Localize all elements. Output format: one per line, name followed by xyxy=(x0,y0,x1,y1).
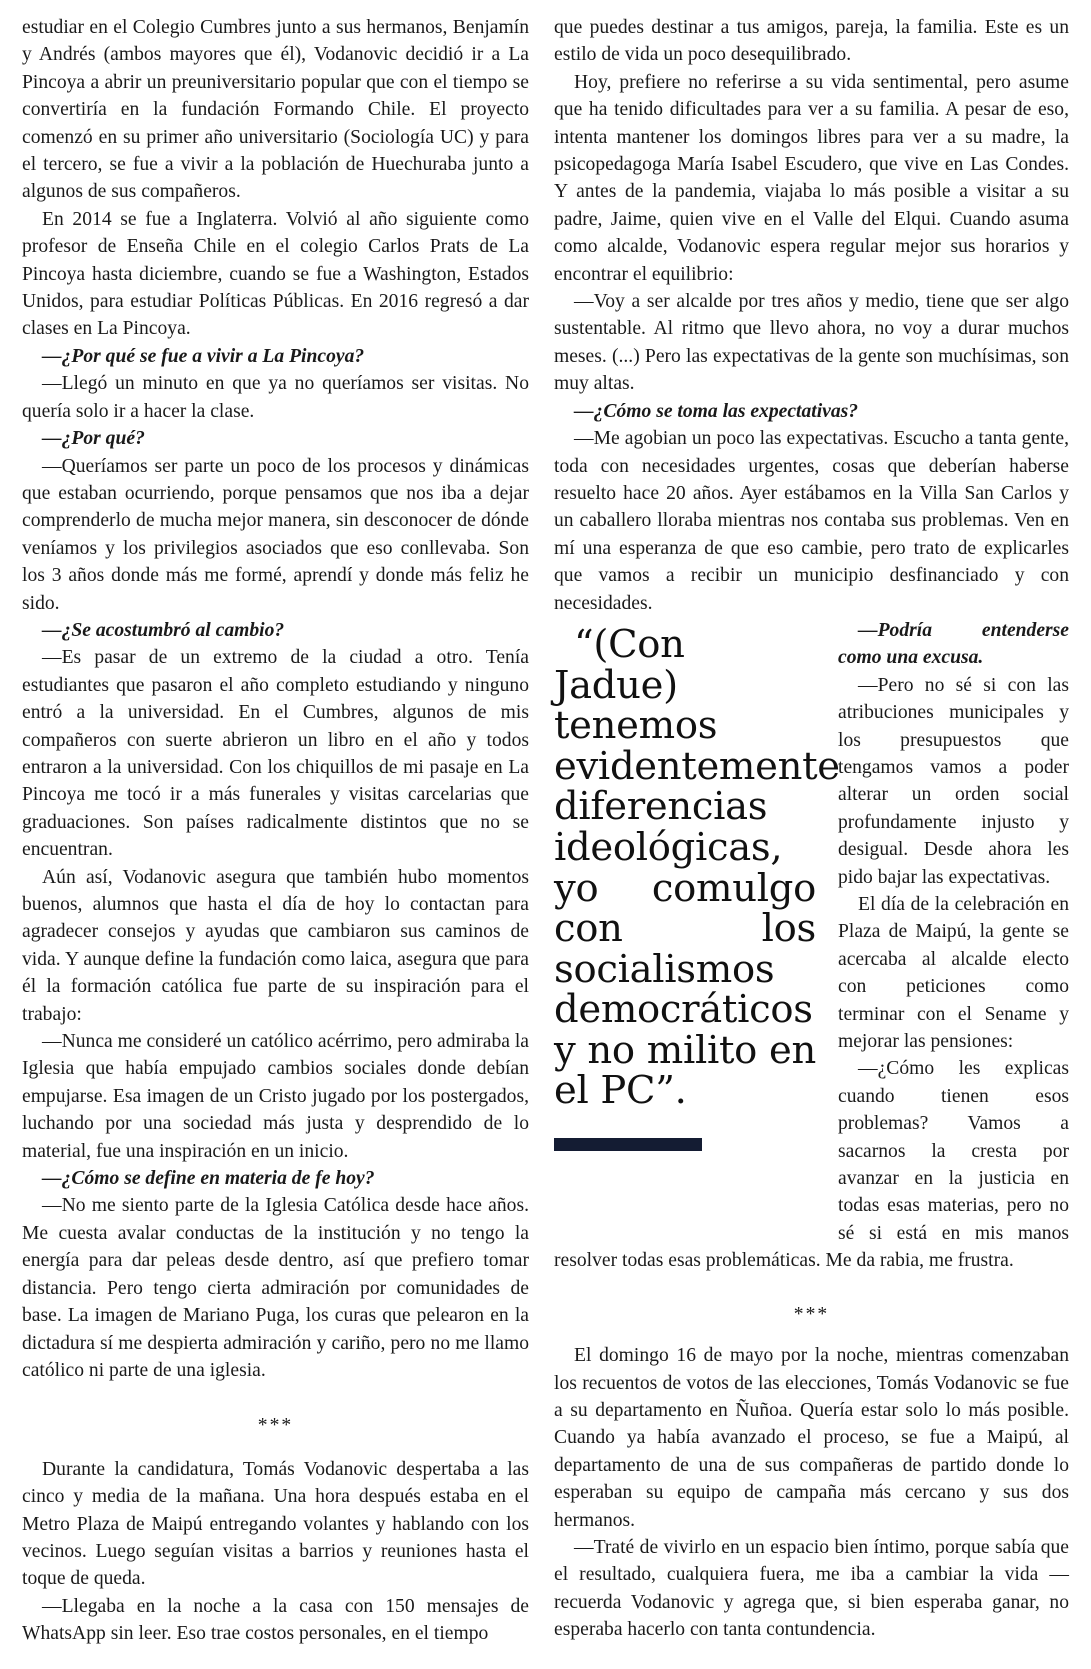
interview-question: —¿Por qué se fue a vivir a La Pincoya? xyxy=(42,345,365,367)
pull-quote-text: “(Con Jadue) tenemos evidentemente diferencias ideológicas, yo comulgo con los socialismos democráticos y no milito en el PC”. xyxy=(554,621,840,1114)
interview-answer: —Queríamos ser parte un poco de los procesos y dinámicas que estaban ocurriendo, porque pensamos que nos iba a dejar comprenderlo de mucha mejor manera, sin desconocer de dónde veníamos y los privilegios asociados que eso conllevaba. Son los 3 años donde más me formé, aprendí y donde más feliz he sido. xyxy=(22,455,529,614)
interview-answer: —Llegaba en la noche a la casa con 150 mensajes de WhatsApp sin leer. Eso trae costos personales, en el tiempo xyxy=(22,1595,529,1645)
interview-question: —¿Cómo se toma las expectativas? xyxy=(574,400,859,422)
paragraph: que puedes destinar a tus amigos, pareja, la familia. Este es un estilo de vida un poco desequilibrado. xyxy=(554,17,1069,66)
interview-answer: —Llegó un minuto en que ya no queríamos ser visitas. No quería solo ir a hacer la clase. xyxy=(22,373,529,422)
pull-quote xyxy=(554,621,840,1243)
paragraph: Aún así, Vodanovic asegura que también hubo momentos buenos, alumnos que hasta el día de hoy lo contactan para agradecer consejos y ayudas que cambiaron sus caminos de vida. Y aunque define la fundación como laica, asegura que para él la formación católica fue parte de su inspiración para el trabajo: xyxy=(22,866,529,1025)
interview-answer: —¿Cómo les explicas cuando tienen esos problemas? Vamos a sacarnos la cresta por avanzar en la justicia en todas esas materias, pero no sé si está en mis manos resolver todas esas problemáticas. Me da rabia, me frustra. xyxy=(554,1058,1069,1272)
interview-answer: —Voy a ser alcalde por tres años y medio, tiene que ser algo sustentable. Al ritmo que llevo ahora, no voy a durar muchos meses. (...) Pero las expectativas de la gente son muchísimas, son muy altas. xyxy=(554,291,1069,395)
section-separator: *** xyxy=(793,1303,830,1325)
interview-answer: —No me siento parte de la Iglesia Católica desde hace años. Me cuesta avalar conductas de la institución y no tengo la energía para dar peleas desde dentro, así que prefiero tomar distancia. Pero tengo cierta admiración por comunidades de base. La imagen de Mariano Puga, los curas que pelearon en la dictadura sí me despierta admiración y cariño, pero no me llamo católico ni parte de una iglesia. xyxy=(22,1195,529,1381)
interview-answer: —Pero no sé si con las atribuciones municipales y los presupuestos que tengamos vamos a poder alterar un orden social profundamente injusto y desigual. Desde ahora les pido bajar las expectativas. xyxy=(838,674,1069,888)
interview-answer: —Nunca me consideré un católico acérrimo, pero admiraba la Iglesia que había empujado cambios sociales donde debían empujarse. Esa imagen de un Cristo jugado por los postergados, luchando por una sociedad más justa y desprendido de lo material, fue una inspiración en un inicio. xyxy=(22,1031,529,1162)
interview-answer: —Es pasar de un extremo de la ciudad a otro. Tenía estudiantes que pasaron el año completo estudiando y ninguno entró a la universidad. En el Cumbres, algunos de mis compañeros con suerte abrieron un libro en el año y todos entraron a la universidad. Con los chiquillos de mi pasaje en La Pincoya me tocó ir a más funerales y visitas carcelarias que graduaciones. Son países radicalmente distintos que no se encuentran. xyxy=(22,647,529,861)
article-column-left xyxy=(22,14,529,1648)
interview-question: —Podría entenderse como una excusa. xyxy=(838,619,1069,669)
paragraph: Durante la candidatura, Tomás Vodanovic despertaba a las cinco y media de la mañana. Una hora después estaba en el Metro Plaza de Maipú entregando volantes y hablando con los vecinos. Luego seguían visitas a barrios y reuniones hasta el toque de queda. xyxy=(22,1458,529,1590)
interview-answer: —Me agobian un poco las expectativas. Escucho a tanta gente, toda con necesidades urgentes, cosas que deberían haberse resuelto hace 20 años. Ayer estábamos en la Villa San Carlos y un caballero lloraba mientras nos contaba sus problemas. Ven en mí una esperanza de que eso cambie, pero trato de explicarles que vamos a recibir un municipio desfinanciado y con necesidades. xyxy=(554,428,1069,614)
section-separator: *** xyxy=(257,1415,294,1437)
paragraph: El día de la celebración en Plaza de Maipú, la gente se acercaba al alcalde electo con peticiones como terminar con el Sename y mejorar las pensiones: xyxy=(838,894,1069,1053)
interview-question: —¿Se acostumbró al cambio? xyxy=(42,619,285,641)
interview-question: —¿Cómo se define en materia de fe hoy? xyxy=(42,1168,375,1190)
paragraph: El domingo 16 de mayo por la noche, mientras comenzaban los recuentos de votos de las elecciones, Tomás Vodanovic se fue a su departamento en Ñuñoa. Quería estar solo lo más posible. Cuando ya había avanzado el proceso, se fue a Maipú, al departamento de una de sus compañeras de partido donde lo esperaban su equipo de campaña más cercano y sus dos hermanos. xyxy=(554,1345,1069,1531)
interview-question: —¿Por qué? xyxy=(42,428,145,450)
pull-quote-bar xyxy=(554,1138,702,1151)
article-column-right xyxy=(554,14,1069,1644)
interview-answer: —Traté de vivirlo en un espacio bien íntimo, porque sabía que el resultado, cualquiera fuera, me iba a cambiar la vida —recuerda Vodanovic y agrega que, si bien esperaba ganar, no esperaba hacerlo con tanta contundencia. xyxy=(554,1536,1069,1641)
paragraph: Hoy, prefiere no referirse a su vida sentimental, pero asume que ha tenido dificultades para ver a su familia. A pesar de eso, intenta mantener los domingos libres para ver a su madre, la psicopedagoga María Isabel Escudero, que vive en Las Condes. Y antes de la pandemia, viajaba lo más posible a visitar a su padre, Jaime, quien vive en el Valle del Elqui. Cuando asuma como alcalde, Vodanovic espera regular mejor sus horarios y encontrar el equilibrio: xyxy=(554,71,1069,285)
paragraph: En 2014 se fue a Inglaterra. Volvió al año siguiente como profesor de Enseña Chile en el colegio Carlos Prats de La Pincoya hasta diciembre, cuando se fue a Washington, Estados Unidos, para estudiar Políticas Públicas. En 2016 regresó a dar clases en La Pincoya. xyxy=(22,208,529,340)
paragraph: estudiar en el Colegio Cumbres junto a sus hermanos, Benjamín y Andrés (ambos mayores que él), Vodanovic decidió ir a La Pincoya a abrir un preuniversitario popular que con el tiempo se convertiría en la fundación Formando Chile. El proyecto comenzó en su primer año universitario (Sociología UC) y para el tercero, se fue a vivir a la población de Huechuraba junto a algunos de sus compañeros. xyxy=(22,17,529,203)
